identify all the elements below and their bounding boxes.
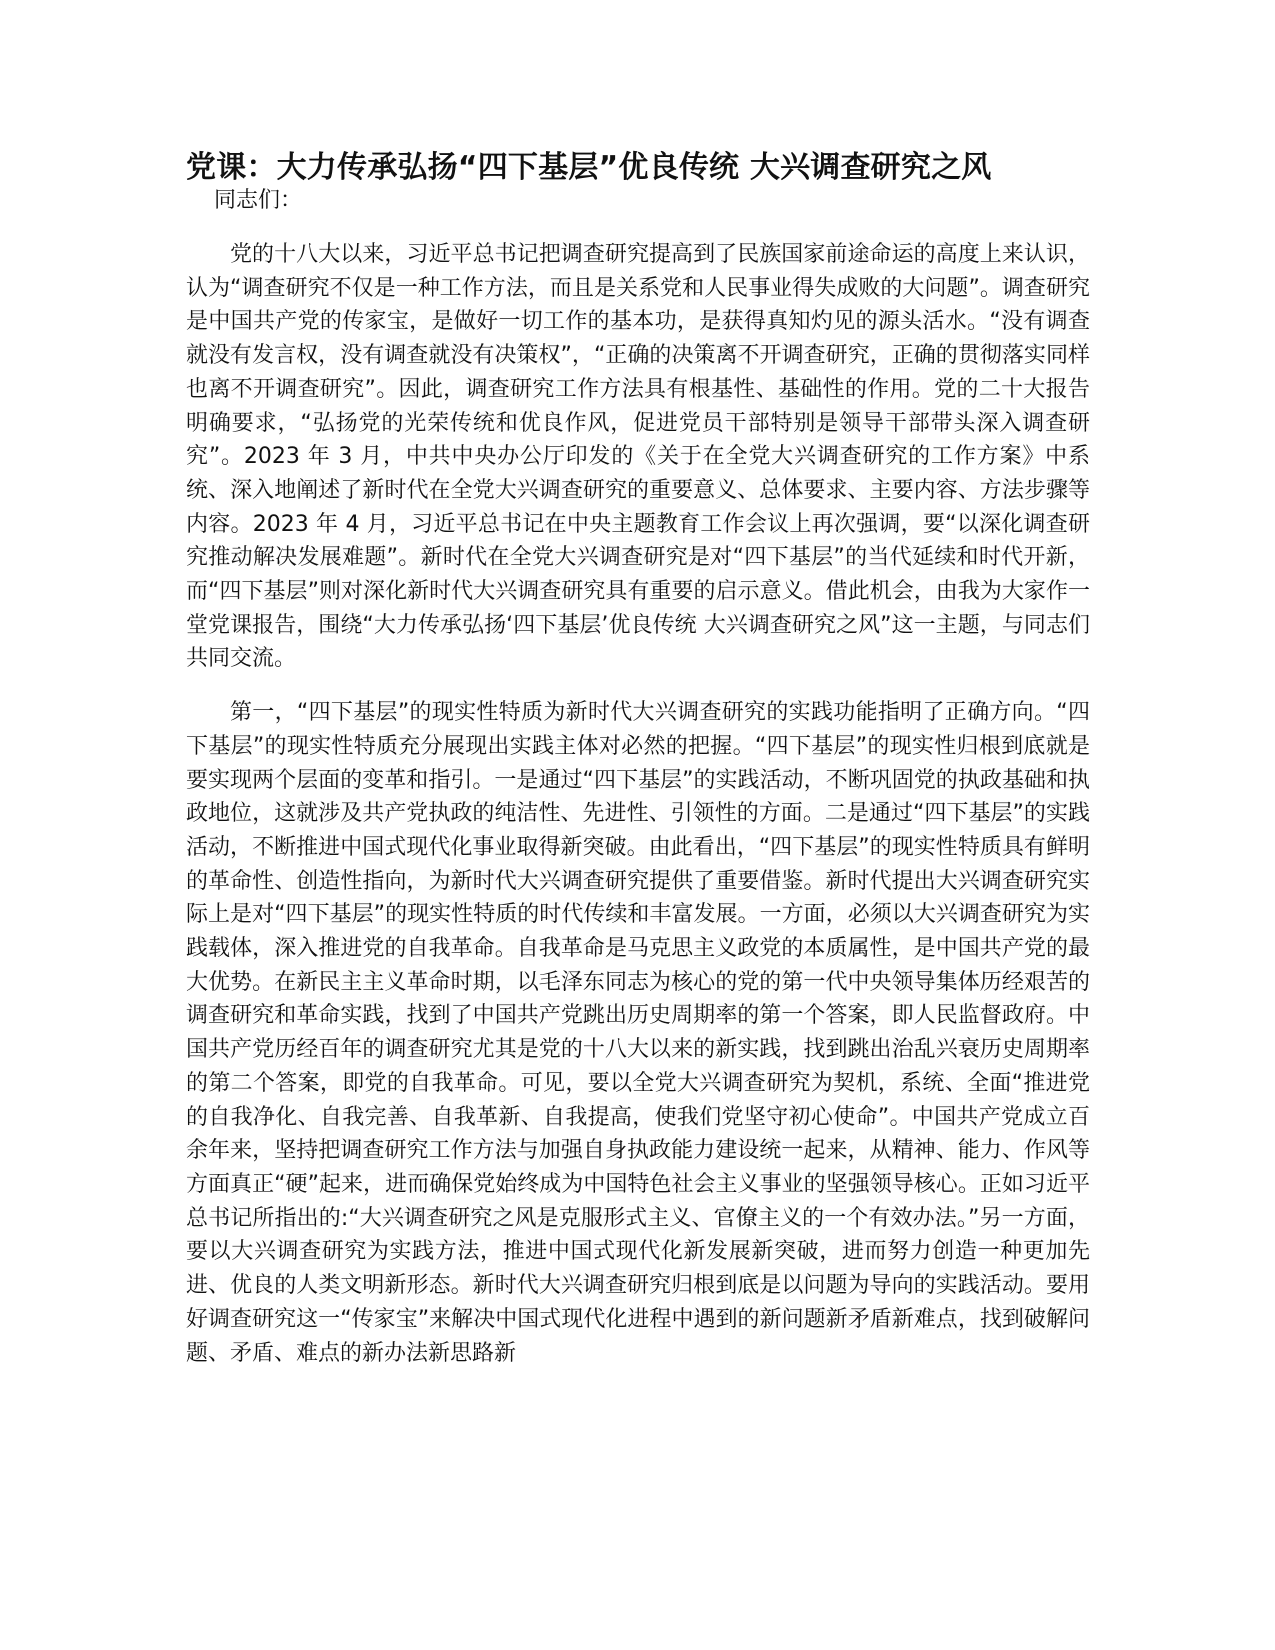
- salutation: 同志们：: [214, 188, 303, 213]
- paragraph-intro: 党的十八大以来，习近平总书记把调查研究提高到了民族国家前途命运的高度上来认识，认为“调查研究不仅是一种工作方法，而且是关系党和人民事业得失成败的大问题”。调查研究是中国共产党的传家宝，是做好一切工作的基本功，是获得真知灼见的源头活水。“没有调查就没有发言权，没有调查就没有决策权”，“正确的决策离不开调查研究，正确的贯彻落实同样也离不开调查研究”。因此，调查研究工作方法具有根基性、基础性的作用。党的二十大报告明确要求，“弘扬党的光荣传统和优良作风，促进党员干部特别是领导干部带头深入调查研究”。2023 年 3 月，中共中央办公厅印发的《关于在全党大兴调查研究的工作方案》中系统、深入地阐述了新时代在全党大兴调查研究的重要意义、总体要求、主要内容、方法步骤等内容。2023 年 4 月，习近平总书记在中央主题教育工作会议上再次强调，要“以深化调查研究推动解决发展难题”。新时代在全党大兴调查研究是对“四下基层”的当代延续和时代开新，而“四下基层”则对深化新时代大兴调查研究具有重要的启示意义。借此机会，由我为大家作一堂党课报告，围绕“大力传承弘扬‘四下基层’优良传统 大兴调查研究之风”这一主题，与同志们共同交流。: [186, 242, 1090, 672]
- document-title: 党课：大力传承弘扬“四下基层”优良传统 大兴调查研究之风: [186, 150, 992, 185]
- paragraph-first-point: 第一，“四下基层”的现实性特质为新时代大兴调查研究的实践功能指明了正确方向。“四下基层”的现实性特质充分展现出实践主体对必然的把握。“四下基层”的现实性归根到底就是要实现两个层面的变革和指引。一是通过“四下基层”的实践活动，不断巩固党的执政基础和执政地位，这就涉及共产党执政的纯洁性、先进性、引领性的方面。二是通过“四下基层”的实践活动，不断推进中国式现代化事业取得新突破。由此看出，“四下基层”的现实性特质具有鲜明的革命性、创造性指向，为新时代大兴调查研究提供了重要借鉴。新时代提出大兴调查研究实际上是对“四下基层”的现实性特质的时代传续和丰富发展。一方面，必须以大兴调查研究为实践载体，深入推进党的自我革命。自我革命是马克思主义政党的本质属性，是中国共产党的最大优势。在新民主主义革命时期，以毛泽东同志为核心的党的第一代中央领导集体历经艰苦的调查研究和革命实践，找到了中国共产党跳出历史周期率的第一个答案，即人民监督政府。中国共产党历经百年的调查研究尤其是党的十八大以来的新实践，找到跳出治乱兴衰历史周期率的第二个答案，即党的自我革命。可见，要以全党大兴调查研究为契机，系统、全面“推进党的自我净化、自我完善、自我革新、自我提高，使我们党坚守初心使命”。中国共产党成立百余年来，坚持把调查研究工作方法与加强自身执政能力建设统一起来，从精神、能力、作风等方面真正“硬”起来，进而确保党始终成为中国特色社会主义事业的坚强领导核心。正如习近平总书记所指出的:“大兴调查研究之风是克服形式主义、官僚主义的一个有效办法。”另一方面，要以大兴调查研究为实践方法，推进中国式现代化新发展新突破，进而努力创造一种更加先进、优良的人类文明新形态。新时代大兴调查研究归根到底是以问题为导向的实践活动。要用好调查研究这一“传家宝”来解决中国式现代化进程中遇到的新问题新矛盾新难点，找到破解问题、矛盾、难点的新办法新思路新: [186, 700, 1090, 1366]
- document-page: [186, 150, 1090, 1390]
